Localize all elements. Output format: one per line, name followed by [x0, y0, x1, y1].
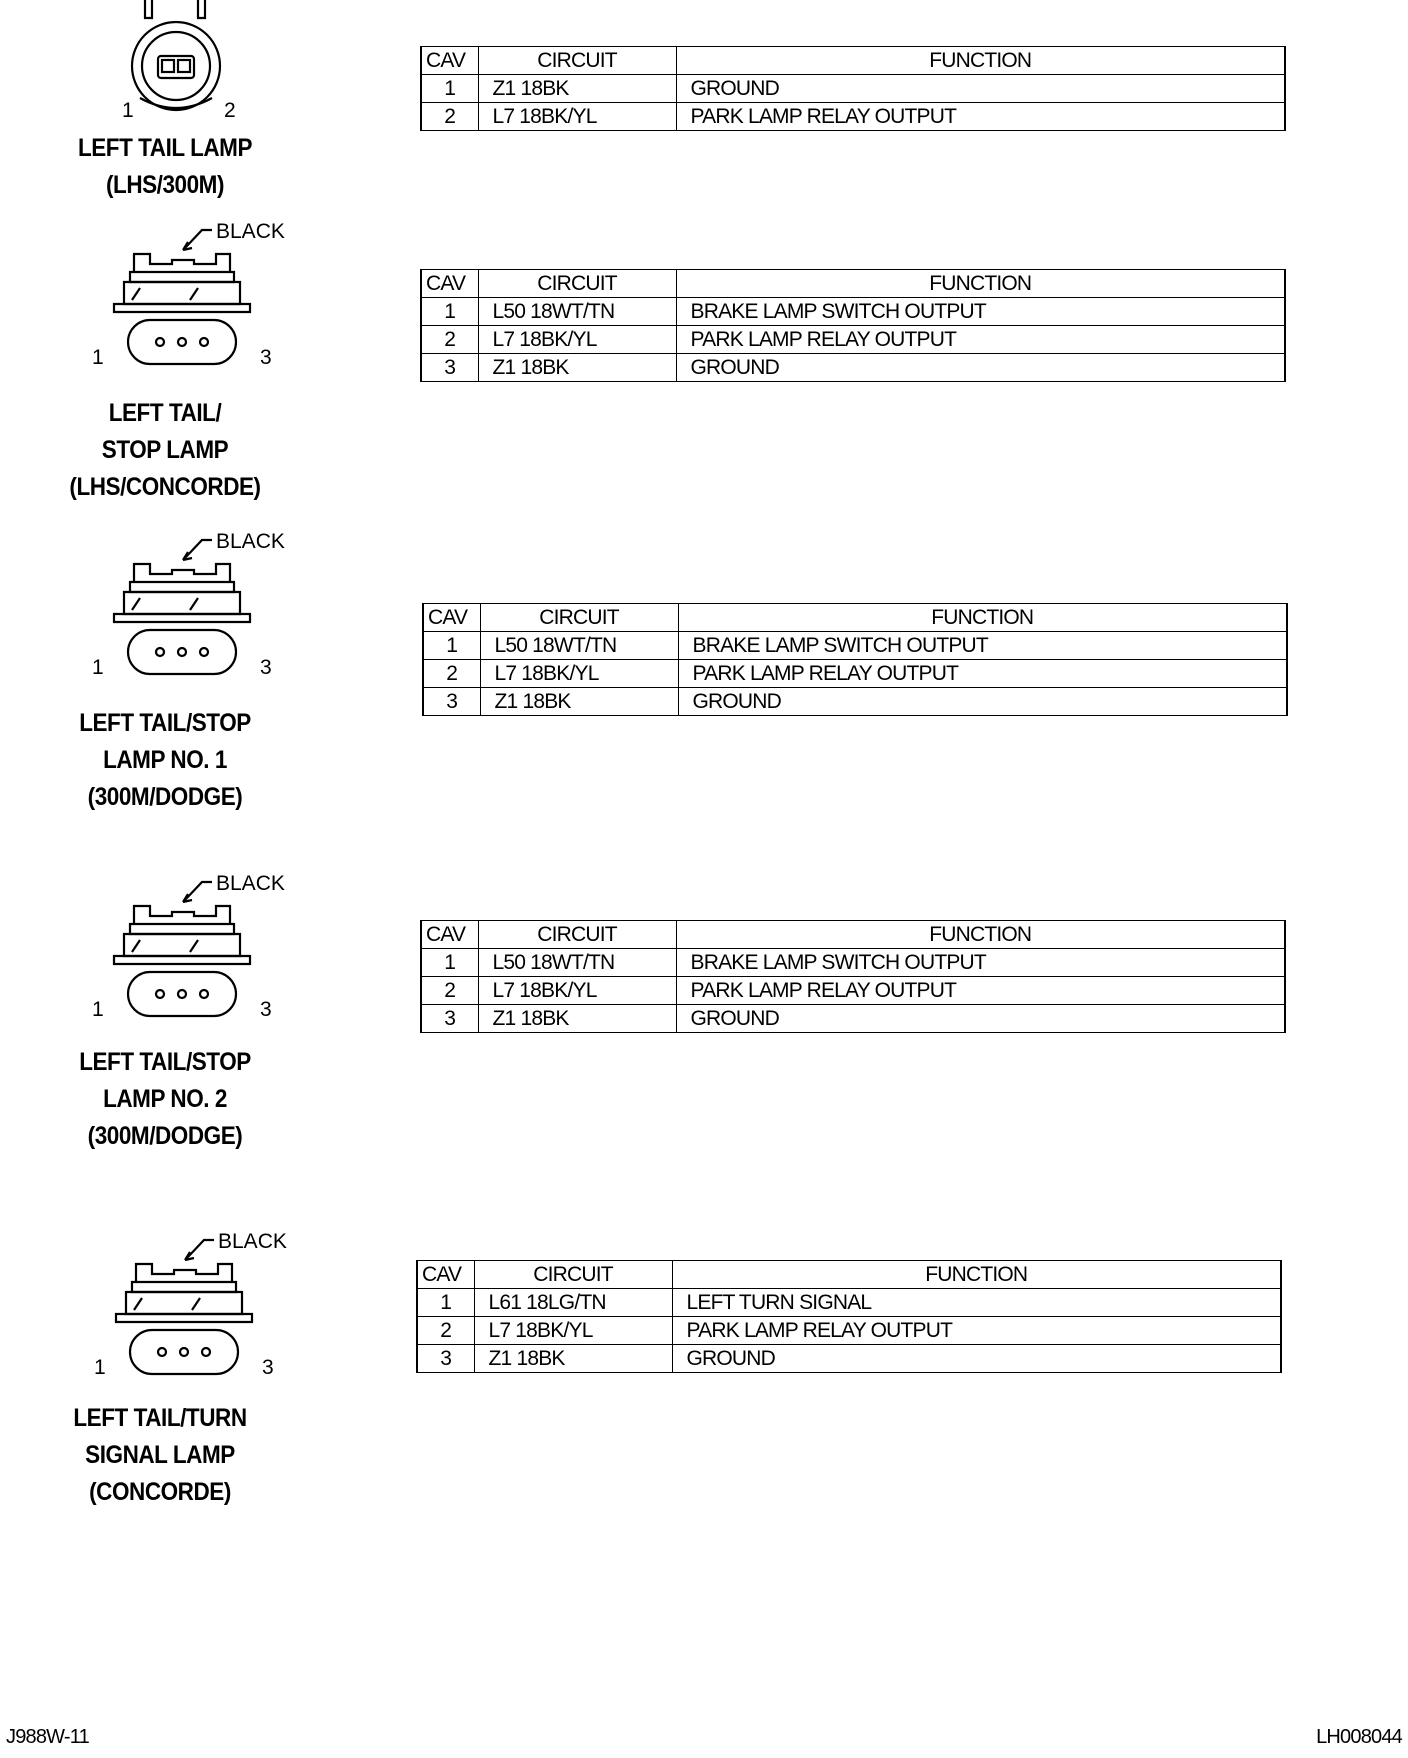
cell-function: GROUND — [676, 354, 1285, 382]
connector-name-line-2: (LHS/300M) — [105, 171, 225, 199]
three-pin-connector-icon — [82, 1230, 292, 1390]
cell-function: BRAKE LAMP SWITCH OUTPUT — [678, 632, 1287, 660]
connector-name — [48, 1400, 273, 1511]
pin-label-1: 1 — [92, 998, 104, 1021]
table-row — [423, 688, 1287, 716]
cell-cav: 1 — [423, 632, 480, 660]
cell-circuit: L7 18BK/YL — [480, 660, 678, 688]
table-row — [417, 1317, 1281, 1345]
cell-cav: 1 — [421, 75, 478, 103]
color-label: BLACK — [216, 872, 285, 895]
cell-function: PARK LAMP RELAY OUTPUT — [676, 326, 1285, 354]
pin-label-3: 3 — [260, 656, 272, 679]
cell-cav: 2 — [421, 326, 478, 354]
cell-circuit: L50 18WT/TN — [478, 298, 676, 326]
table-row — [421, 103, 1285, 131]
pin-label-1: 1 — [94, 1356, 106, 1379]
cell-circuit: Z1 18BK — [478, 354, 676, 382]
header-function: FUNCTION — [676, 270, 1285, 298]
cell-function: GROUND — [676, 1005, 1285, 1033]
cell-cav: 3 — [423, 688, 480, 716]
header-function: FUNCTION — [678, 604, 1287, 632]
round-connector-icon — [100, 0, 250, 130]
pin-label-3: 3 — [262, 1356, 274, 1379]
three-pin-connector-icon — [80, 872, 290, 1032]
table-row — [421, 1005, 1285, 1033]
connector-name — [53, 705, 278, 816]
table-row — [421, 326, 1285, 354]
header-function: FUNCTION — [676, 921, 1285, 949]
cell-function: PARK LAMP RELAY OUTPUT — [676, 103, 1285, 131]
header-function: FUNCTION — [676, 47, 1285, 75]
cell-circuit: Z1 18BK — [474, 1345, 672, 1373]
connector-name-line-2: LAMP NO. 1 — [103, 746, 227, 774]
table-row — [421, 354, 1285, 382]
cell-circuit: Z1 18BK — [480, 688, 678, 716]
pinout-table — [420, 269, 1286, 382]
table-header-row — [421, 921, 1285, 949]
header-cav: CAV — [417, 1261, 474, 1289]
three-pin-connector-icon — [80, 220, 290, 380]
connector-name-line-2: LAMP NO. 2 — [103, 1085, 227, 1113]
cell-cav: 2 — [421, 103, 478, 131]
connector-name-line-1: LEFT TAIL LAMP — [77, 134, 253, 162]
connector-name-line-2: SIGNAL LAMP — [85, 1441, 235, 1469]
pin-label-3: 3 — [260, 346, 272, 369]
cell-function: BRAKE LAMP SWITCH OUTPUT — [676, 949, 1285, 977]
cell-function: PARK LAMP RELAY OUTPUT — [676, 977, 1285, 1005]
header-cav: CAV — [421, 270, 478, 298]
pin-label-1: 1 — [122, 99, 134, 122]
table-header-row — [421, 47, 1285, 75]
cell-cav: 1 — [417, 1289, 474, 1317]
connector-name-line-3: (300M/DODGE) — [87, 1122, 243, 1150]
header-circuit: CIRCUIT — [478, 921, 676, 949]
connector-name-line-1: LEFT TAIL/ — [108, 399, 222, 427]
cell-cav: 1 — [421, 298, 478, 326]
header-cav: CAV — [421, 921, 478, 949]
table-row — [421, 949, 1285, 977]
header-circuit: CIRCUIT — [480, 604, 678, 632]
table-row — [417, 1289, 1281, 1317]
cell-function: GROUND — [676, 75, 1285, 103]
cell-circuit: L7 18BK/YL — [478, 326, 676, 354]
connector-name — [53, 395, 278, 506]
cell-cav: 1 — [421, 949, 478, 977]
header-cav: CAV — [421, 47, 478, 75]
table-row — [417, 1345, 1281, 1373]
cell-cav: 2 — [423, 660, 480, 688]
cell-function: PARK LAMP RELAY OUTPUT — [678, 660, 1287, 688]
cell-function: LEFT TURN SIGNAL — [672, 1289, 1281, 1317]
connector-name-line-1: LEFT TAIL/TURN — [73, 1404, 247, 1432]
cell-function: BRAKE LAMP SWITCH OUTPUT — [676, 298, 1285, 326]
cell-function: GROUND — [678, 688, 1287, 716]
figure-id: J988W-11 — [6, 1726, 89, 1748]
connector-name-line-1: LEFT TAIL/STOP — [79, 709, 251, 737]
pin-label-1: 1 — [92, 346, 104, 369]
cell-cav: 2 — [421, 977, 478, 1005]
connector-name-line-1: LEFT TAIL/STOP — [79, 1048, 251, 1076]
connector-name-line-2: STOP LAMP — [101, 436, 229, 464]
pinout-table — [416, 1260, 1282, 1373]
cell-circuit: L7 18BK/YL — [474, 1317, 672, 1345]
pin-label-2: 2 — [224, 99, 236, 122]
header-circuit: CIRCUIT — [478, 270, 676, 298]
color-label: BLACK — [216, 220, 285, 243]
cell-function: PARK LAMP RELAY OUTPUT — [672, 1317, 1281, 1345]
pin-label-3: 3 — [260, 998, 272, 1021]
drawing-number: LH008044 — [1316, 1726, 1402, 1748]
cell-cav: 3 — [417, 1345, 474, 1373]
table-header-row — [423, 604, 1287, 632]
pinout-table — [420, 920, 1286, 1033]
color-label: BLACK — [218, 1230, 287, 1253]
cell-function: GROUND — [672, 1345, 1281, 1373]
cell-circuit: L50 18WT/TN — [480, 632, 678, 660]
pinout-table — [422, 603, 1288, 716]
header-circuit: CIRCUIT — [474, 1261, 672, 1289]
cell-circuit: Z1 18BK — [478, 1005, 676, 1033]
cell-cav: 3 — [421, 354, 478, 382]
cell-circuit: Z1 18BK — [478, 75, 676, 103]
cell-circuit: L50 18WT/TN — [478, 949, 676, 977]
table-row — [423, 632, 1287, 660]
connector-name-line-3: (LHS/CONCORDE) — [69, 473, 261, 501]
color-label: BLACK — [216, 530, 285, 553]
table-row — [423, 660, 1287, 688]
cell-circuit: L61 18LG/TN — [474, 1289, 672, 1317]
connector-name — [53, 130, 278, 204]
table-header-row — [421, 270, 1285, 298]
table-header-row — [417, 1261, 1281, 1289]
header-function: FUNCTION — [672, 1261, 1281, 1289]
table-row — [421, 977, 1285, 1005]
header-circuit: CIRCUIT — [478, 47, 676, 75]
three-pin-connector-icon — [80, 530, 290, 690]
connector-name-line-3: (300M/DODGE) — [87, 783, 243, 811]
cell-circuit: L7 18BK/YL — [478, 977, 676, 1005]
table-row — [421, 298, 1285, 326]
cell-cav: 3 — [421, 1005, 478, 1033]
cell-cav: 2 — [417, 1317, 474, 1345]
table-row — [421, 75, 1285, 103]
connector-name — [53, 1044, 278, 1155]
cell-circuit: L7 18BK/YL — [478, 103, 676, 131]
connector-name-line-3: (CONCORDE) — [89, 1478, 231, 1506]
pinout-table — [420, 46, 1286, 131]
pin-label-1: 1 — [92, 656, 104, 679]
header-cav: CAV — [423, 604, 480, 632]
